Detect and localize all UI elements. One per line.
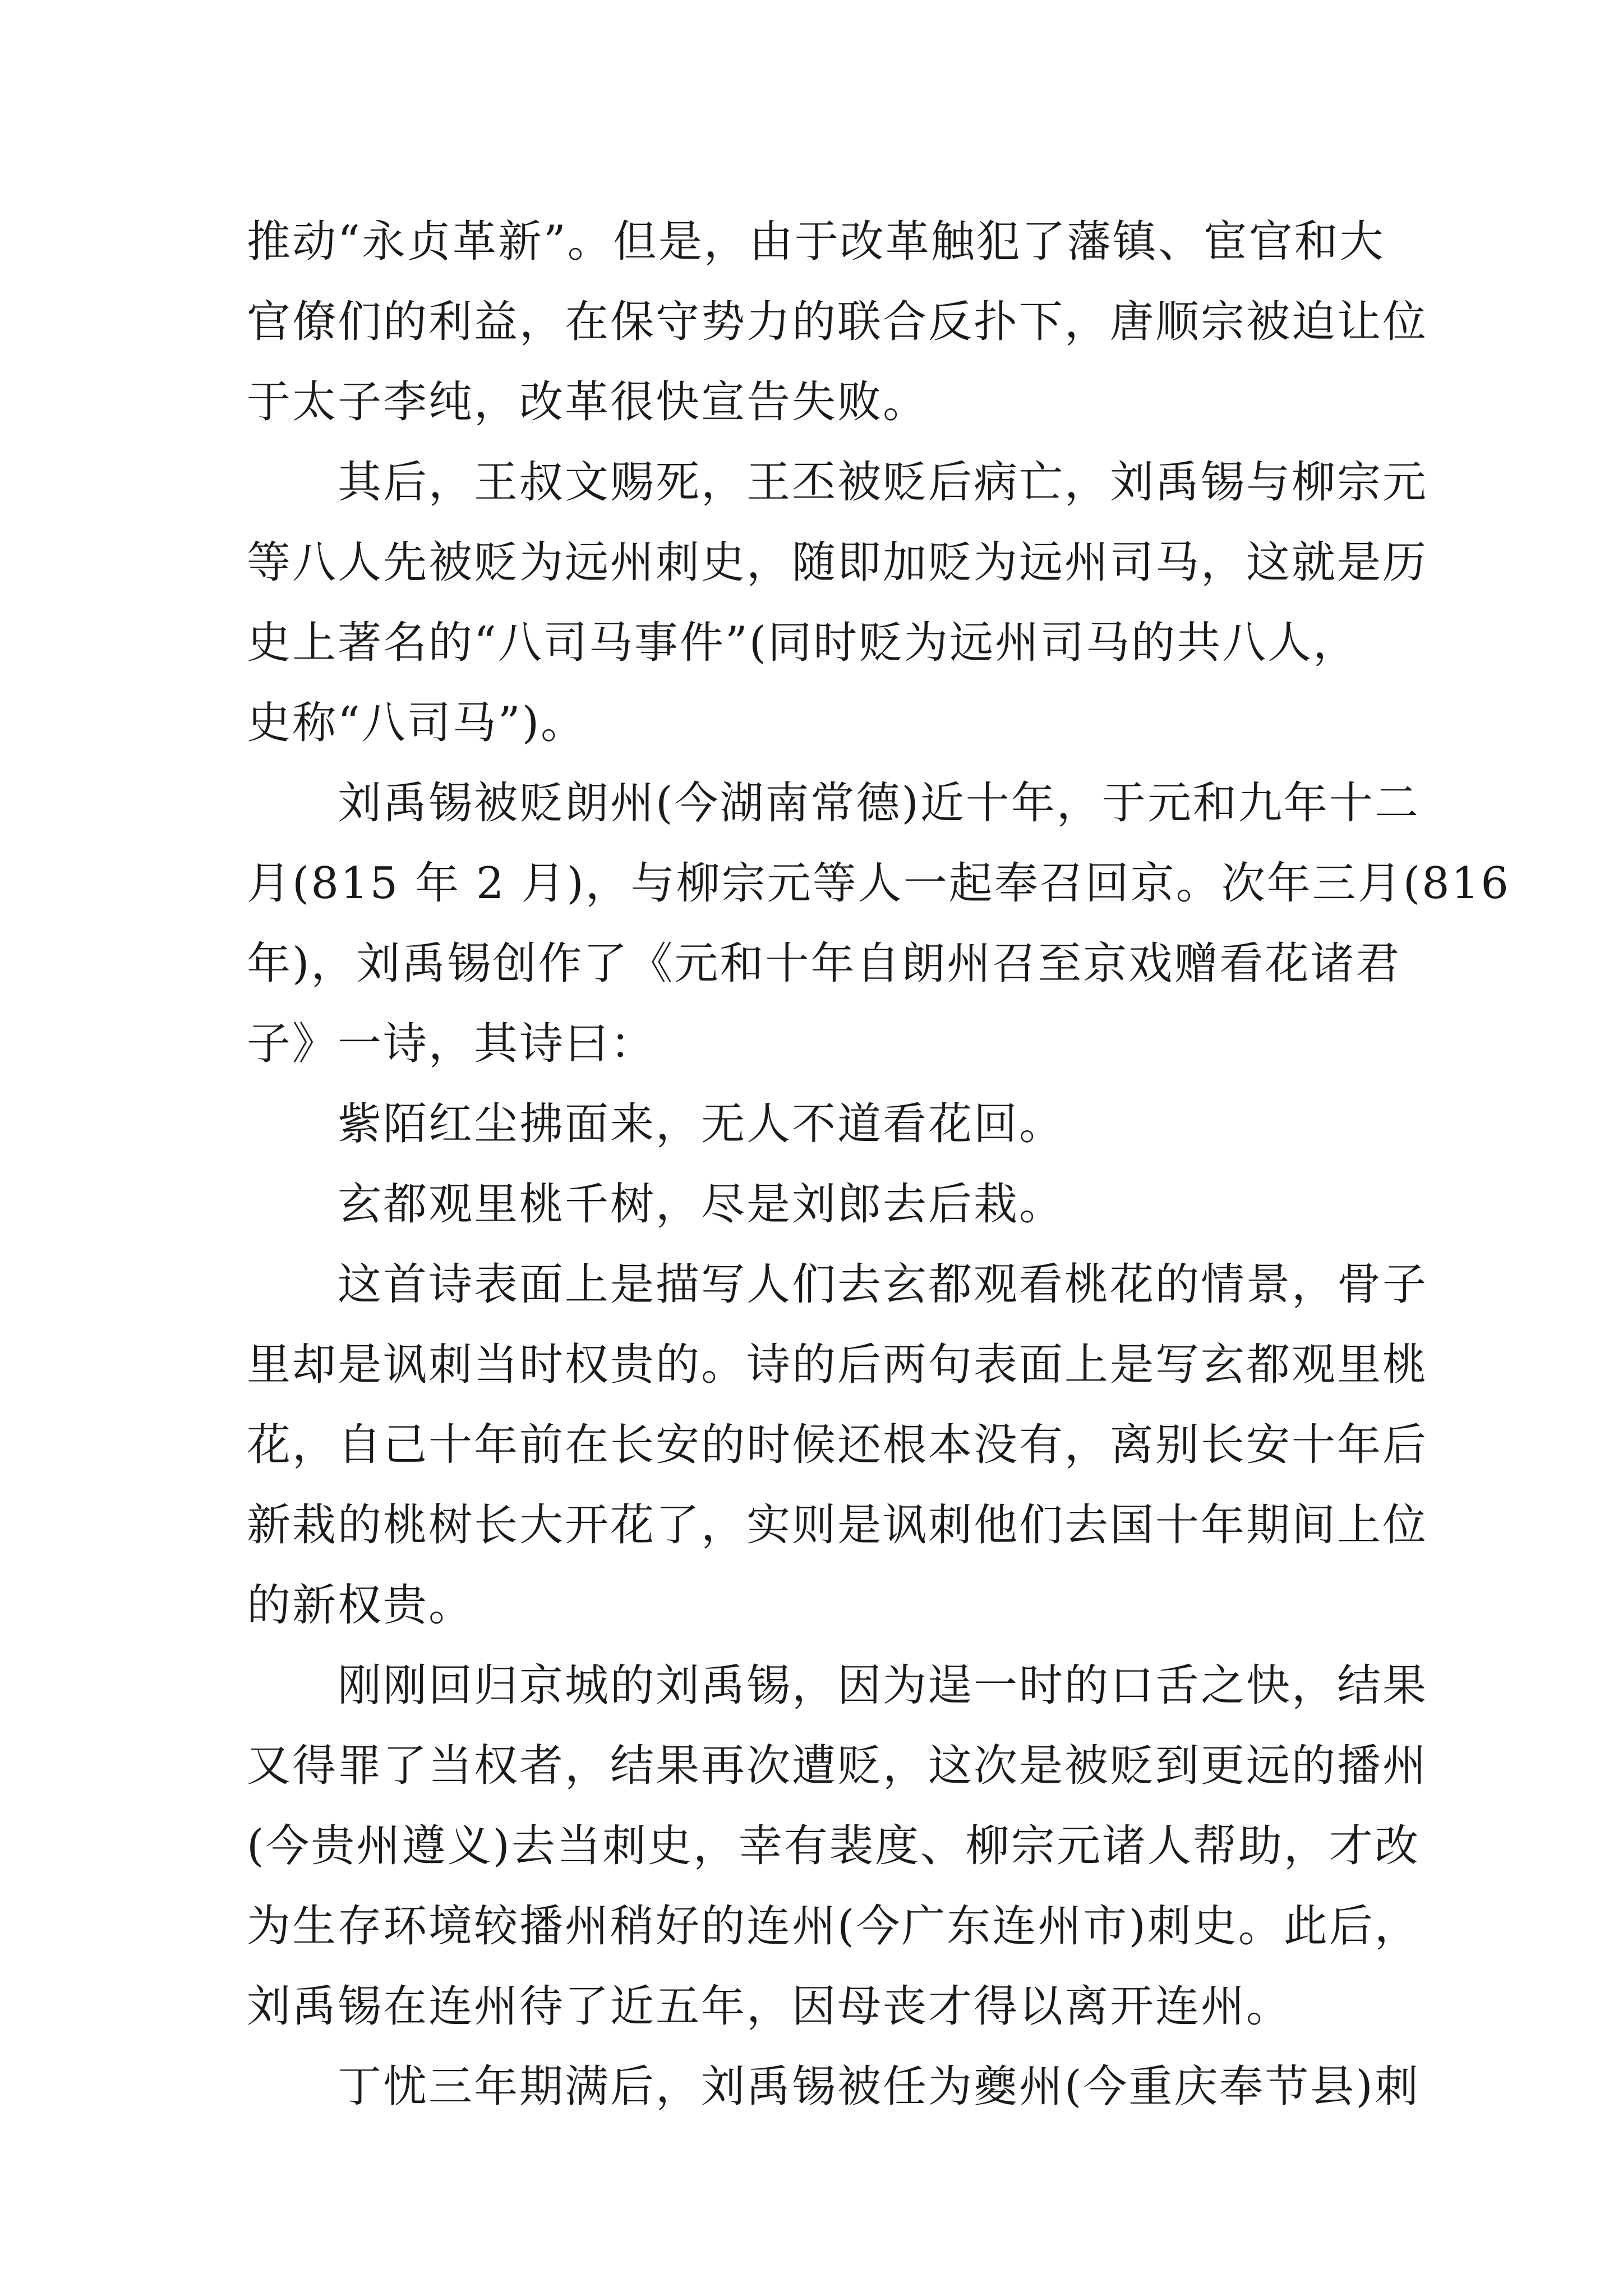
text-line: 其后，王叔文赐死，王丕被贬后病亡，刘禹锡与柳宗元: [247, 457, 1428, 508]
text-line: 子》一诗，其诗曰：: [247, 1019, 656, 1069]
text-line: 刚刚回归京城的刘禹锡，因为逞一时的口舌之快，结果: [247, 1660, 1428, 1711]
text-line: 为生存环境较播州稍好的连州(今广东连州市)刺史。此后，: [247, 1901, 1420, 1952]
text-line: 月(815 年 2 月)，与柳宗元等人一起奉召回京。次年三月(816: [247, 858, 1511, 909]
text-line: 刘禹锡在连州待了近五年，因母丧才得以离开连州。: [247, 1981, 1292, 2032]
poem-line: 紫陌红尘拂面来，无人不道看花回。: [247, 1099, 1065, 1149]
text-line: 花，自己十年前在长安的时候还根本没有，离别长安十年后: [247, 1420, 1428, 1470]
text-line: 丁忧三年期满后，刘禹锡被任为夔州(今重庆奉节县)刺: [247, 2062, 1420, 2112]
text-line: 史上著名的“八司马事件”(同时贬为远州司马的共八人，: [247, 618, 1359, 668]
text-line: 史称“八司马”)。: [247, 698, 587, 748]
text-line: 官僚们的利益，在保守势力的联合反扑下，唐顺宗被迫让位: [247, 297, 1428, 347]
text-line: 的新权贵。: [247, 1580, 474, 1631]
text-line: 里却是讽刺当时权贵的。诗的后两句表面上是写玄都观里桃: [247, 1340, 1428, 1390]
text-line: 又得罪了当权者，结果再次遭贬，这次是被贬到更远的播州: [247, 1741, 1428, 1791]
text-line: 于太子李纯，改革很快宣告失败。: [247, 377, 929, 427]
poem-line: 玄都观里桃千树，尽是刘郎去后栽。: [247, 1179, 1065, 1230]
body-text: [247, 202, 1511, 2127]
text-line: 刘禹锡被贬朗州(今湖南常德)近十年，于元和九年十二: [247, 778, 1420, 829]
text-line: 这首诗表面上是描写人们去玄都观看桃花的情景，骨子: [247, 1259, 1428, 1310]
text-line: 推动“永贞革新”。但是，由于改革触犯了藩镇、宦官和大: [247, 217, 1385, 267]
text-line: 年)，刘禹锡创作了《元和十年自朗州召至京戏赠看花诸君: [247, 938, 1401, 989]
text-line: 等八人先被贬为远州刺史，随即加贬为远州司马，这就是历: [247, 537, 1428, 588]
text-line: 新栽的桃树长大开花了，实则是讽刺他们去国十年期间上位: [247, 1500, 1428, 1550]
text-line: (今贵州遵义)去当刺史，幸有裴度、柳宗元诸人帮助，才改: [247, 1821, 1420, 1871]
